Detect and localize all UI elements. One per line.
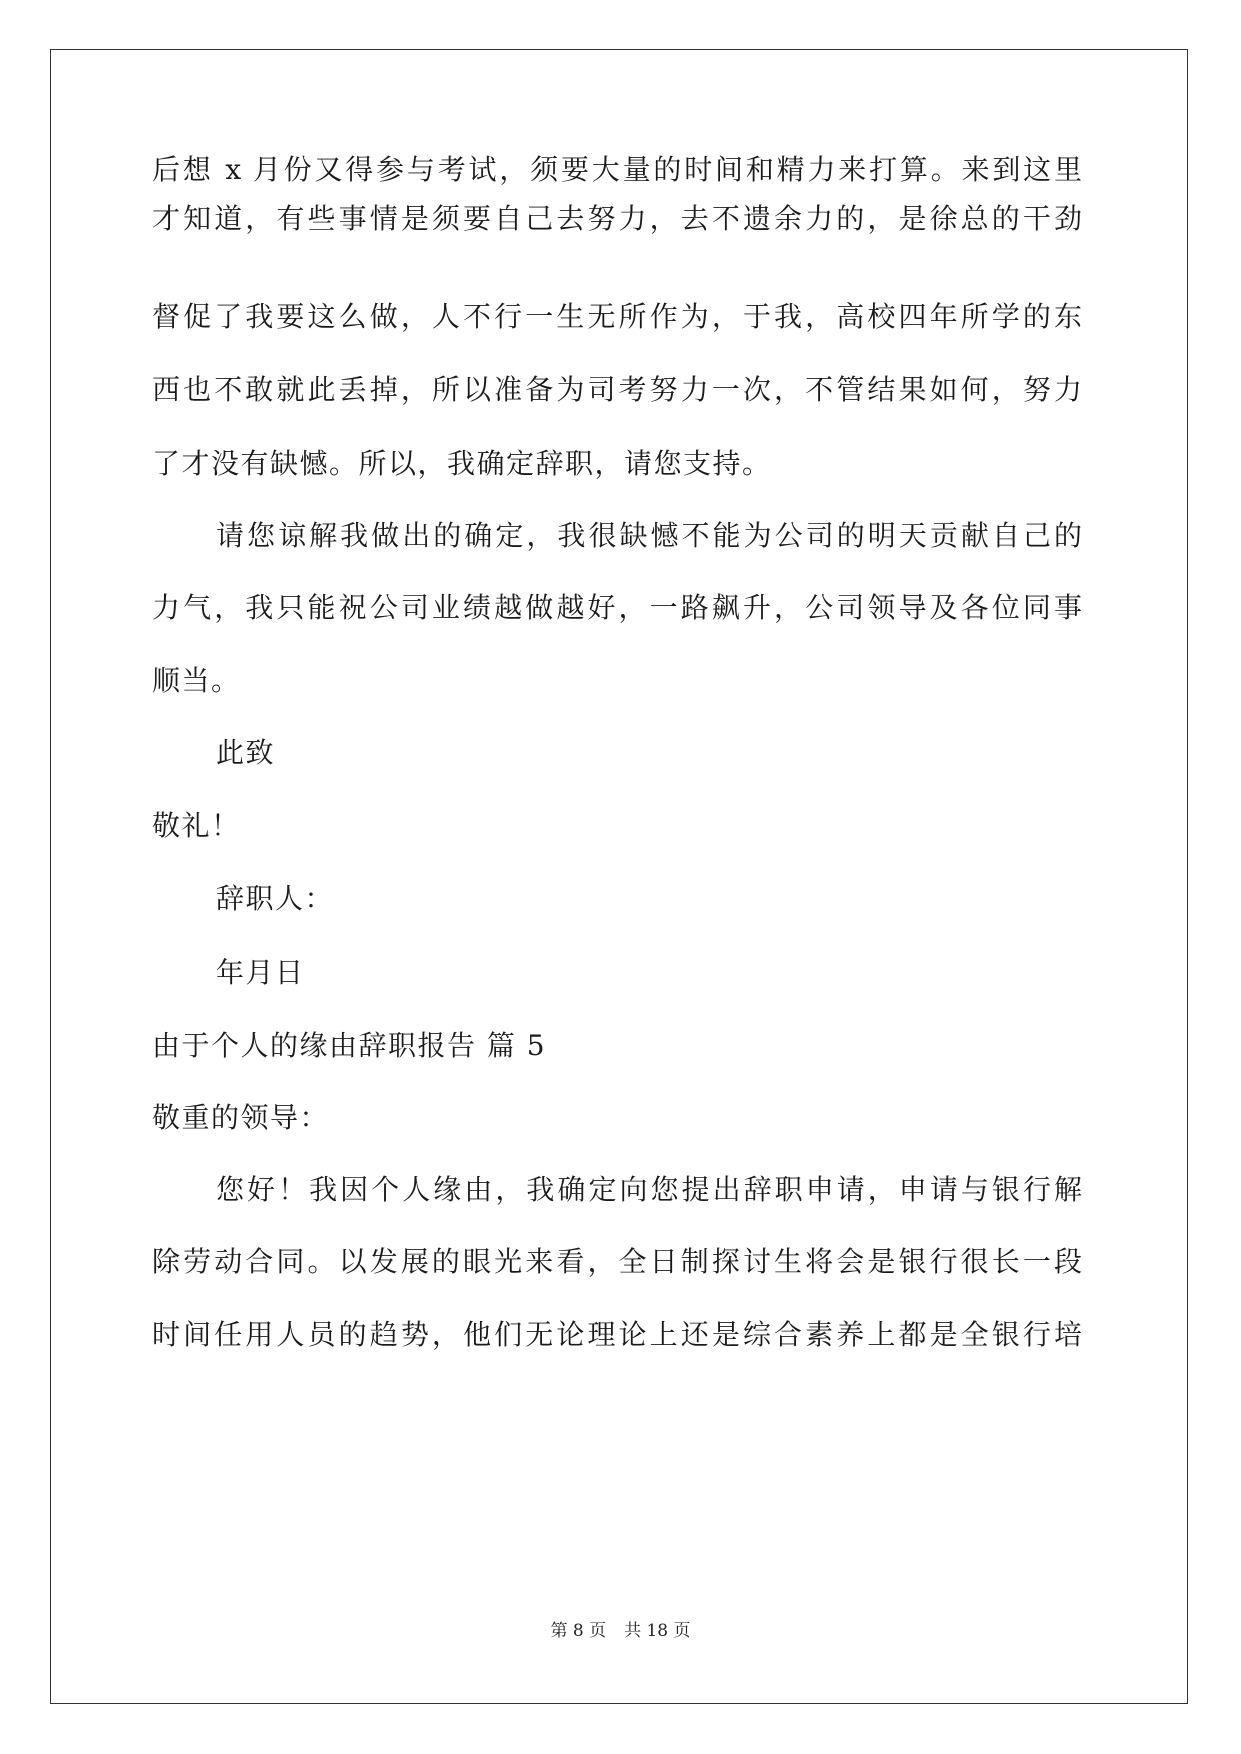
text-line: 除劳动合同。以发展的眼光来看，全日制探讨生将会是银行很长一段 — [152, 1245, 1082, 1278]
text-line: 力气，我只能祝公司业绩越做越好，一路飙升，公司领导及各位同事 — [152, 591, 1082, 624]
paragraph-start-line: 请您谅解我做出的确定，我很缺憾不能为公司的明天贡献自己的 — [216, 519, 1082, 552]
text-line: 督促了我要这么做，人不行一生无所作为，于我，高校四年所学的东 — [152, 300, 1082, 333]
page-total: 共 18 页 — [624, 1621, 691, 1641]
text-line: 后想 x 月份又得参与考试，须要大量的时间和精力来打算。来到这里 — [152, 153, 1082, 186]
text-line: 顺当。 — [152, 664, 241, 697]
text-line: 时间任用人员的趋势，他们无论理论上还是综合素养上都是全银行培 — [152, 1318, 1082, 1351]
page-footer — [0, 1620, 1241, 1642]
date-label: 年月日 — [216, 956, 305, 989]
text-line: 西也不敢就此丢掉，所以准备为司考努力一次，不管结果如何，努力 — [152, 373, 1082, 406]
closing-regards: 敬礼！ — [152, 809, 241, 842]
section-heading: 由于个人的缘由辞职报告 篇 5 — [152, 1029, 547, 1062]
text-line: 才知道，有些事情是须要自己去努力，去不遗余力的，是徐总的干劲 — [152, 202, 1082, 235]
greeting: 敬重的领导： — [152, 1101, 330, 1134]
signature-label: 辞职人： — [216, 882, 335, 915]
page-border — [50, 49, 1188, 1704]
text-line: 了才没有缺憾。所以，我确定辞职，请您支持。 — [152, 447, 772, 480]
closing-salutation: 此致 — [216, 736, 276, 769]
page-number: 第 8 页 — [550, 1621, 607, 1641]
paragraph-start-line: 您好！我因个人缘由，我确定向您提出辞职申请，申请与银行解 — [216, 1173, 1082, 1206]
